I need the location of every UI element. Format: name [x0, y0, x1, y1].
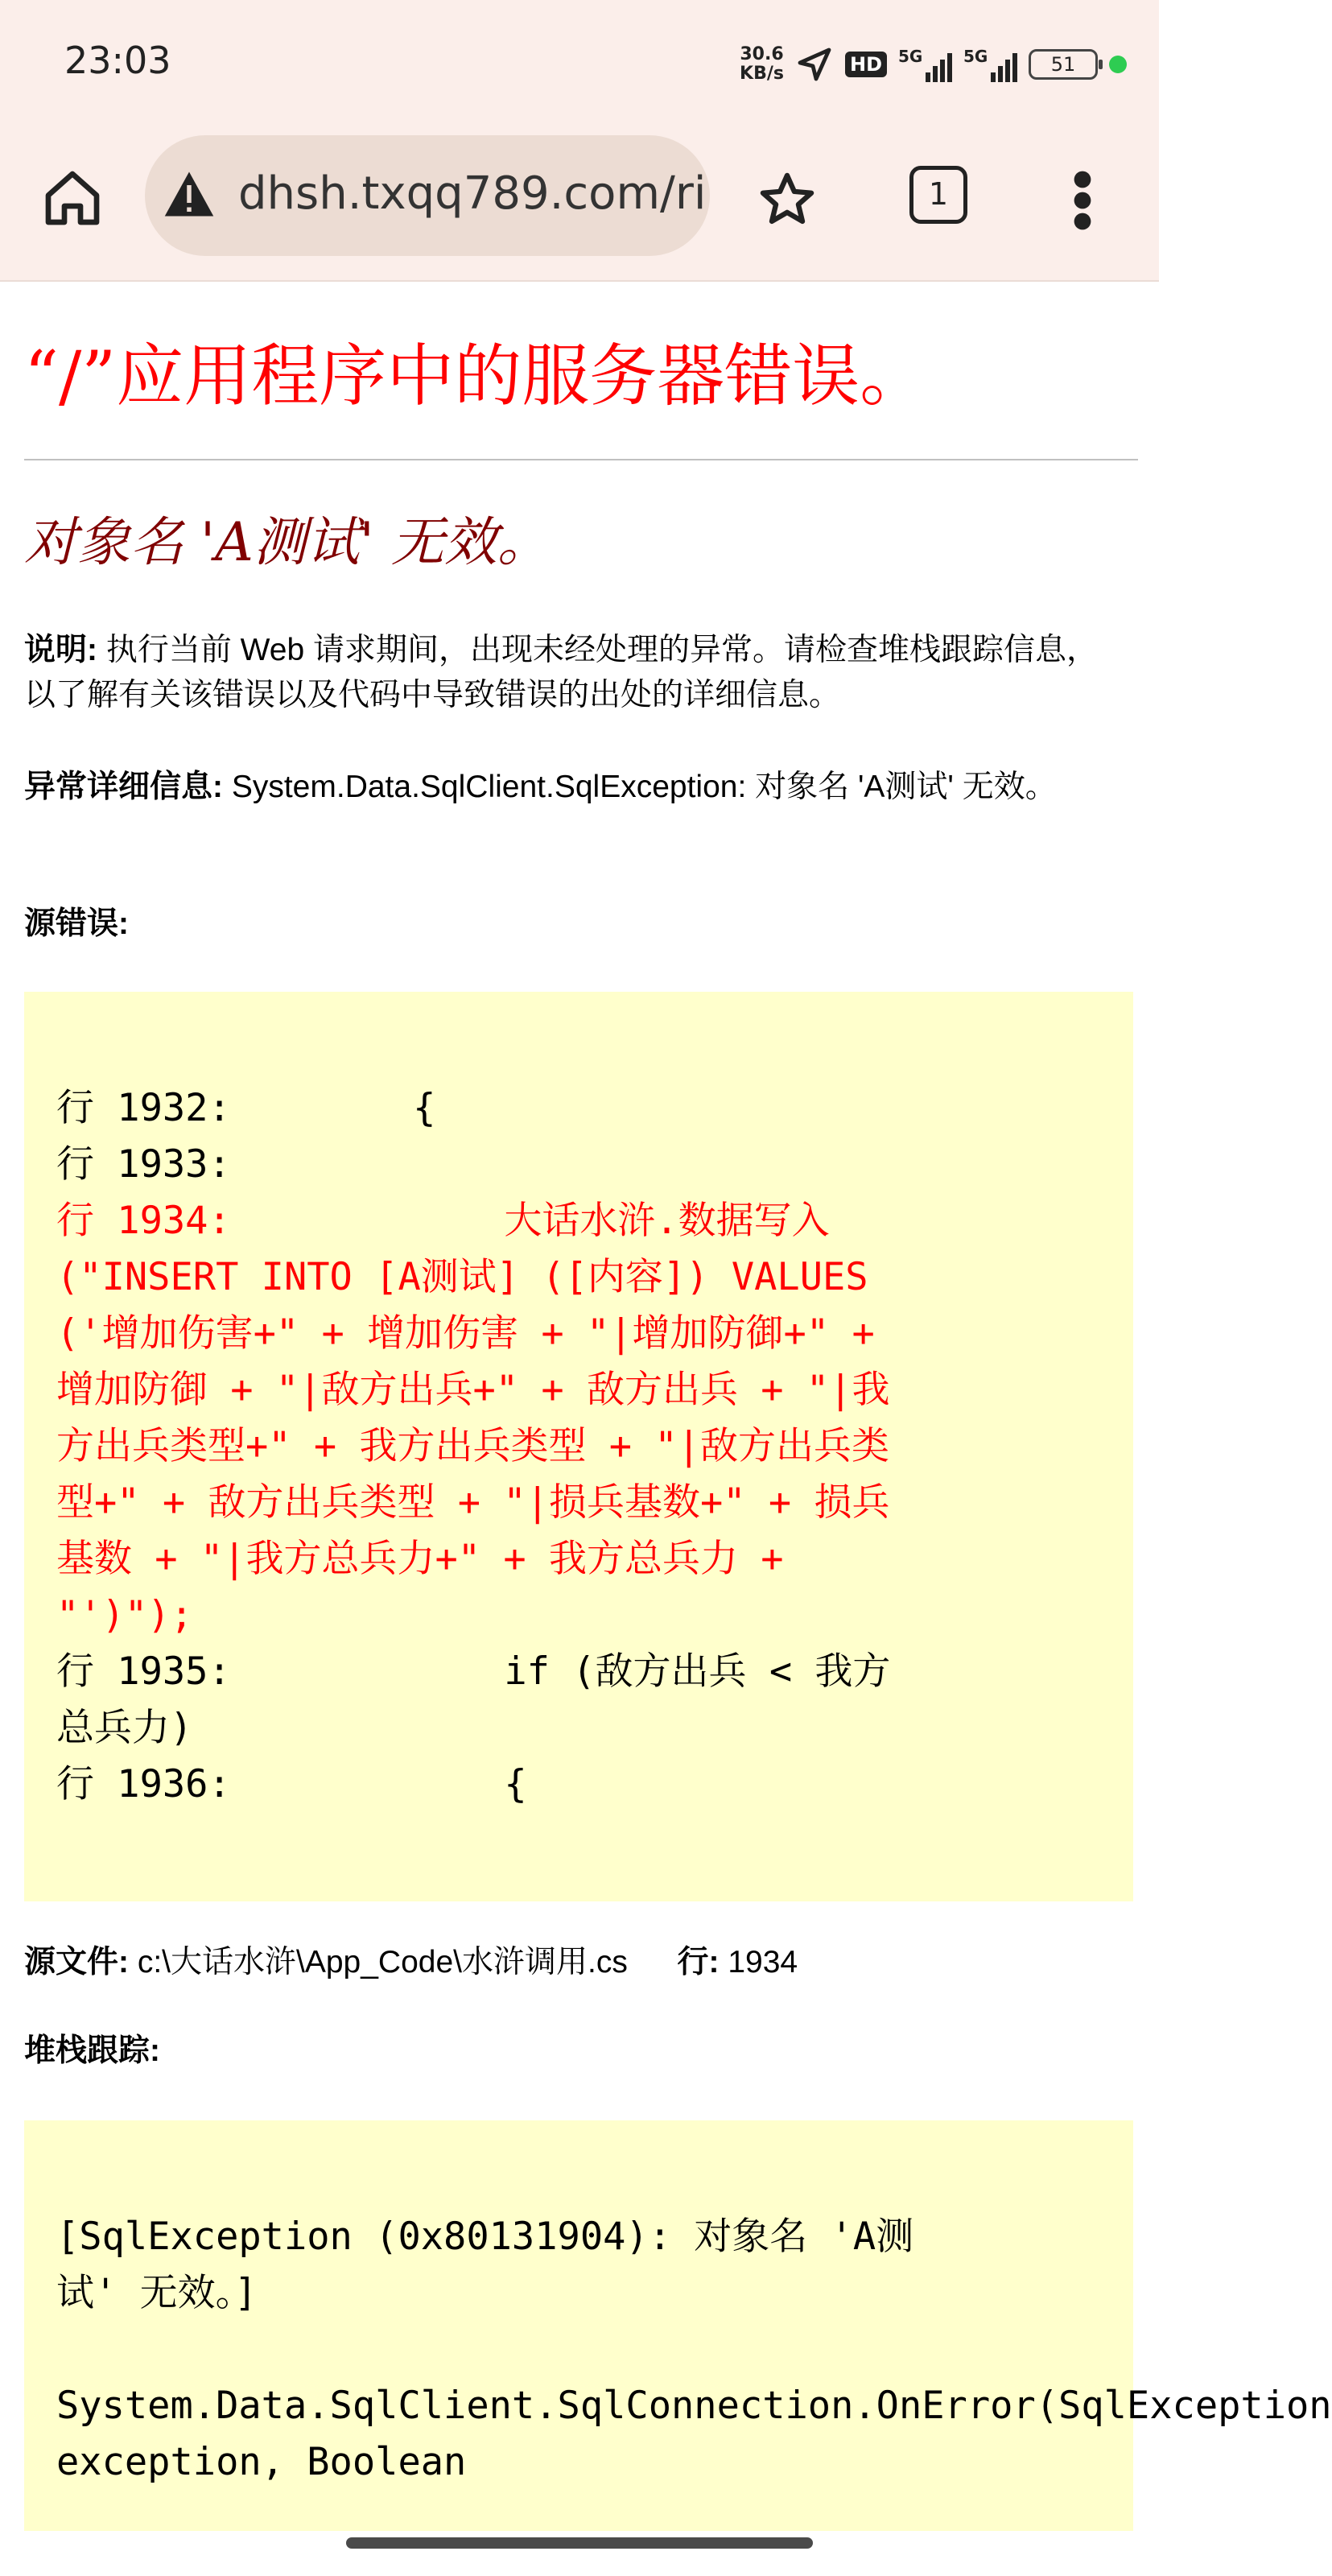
location-arrow-icon	[795, 45, 834, 84]
more-icon[interactable]	[1070, 169, 1095, 232]
divider	[24, 459, 1138, 460]
privacy-dot-icon	[1109, 56, 1127, 73]
source-file-value: c:\大话水浒\App_Code\水浒调用.cs	[129, 1945, 628, 1979]
code-line: 行 1935: if (敌方出兵 < 我方总兵力)	[56, 1649, 891, 1750]
warning-icon[interactable]	[163, 169, 216, 219]
code-line: 行 1933:	[56, 1142, 231, 1187]
exception-details	[24, 765, 1119, 810]
error-subtitle: 对象名 'A测试' 无效。	[24, 511, 551, 573]
status-bar	[0, 0, 1159, 129]
address-bar[interactable]	[145, 135, 710, 256]
home-icon[interactable]	[40, 166, 105, 230]
stack-line	[56, 2322, 926, 2378]
description-text: 执行当前 Web 请求期间，出现未经处理的异常。请检查堆栈跟踪信息，以了解有关该错误以及代码中导致错误的出处的详细信息。	[24, 633, 1098, 712]
stack-trace-heading: 堆栈跟踪:	[24, 2033, 160, 2068]
battery-icon: 51	[1029, 49, 1098, 80]
page-title: “/”应用程序中的服务器错误。	[24, 336, 928, 415]
stack-trace-block	[24, 2120, 1332, 2531]
hd-icon: HD	[845, 52, 887, 77]
gesture-bar[interactable]	[346, 2537, 813, 2549]
browser-toolbar	[0, 129, 1159, 282]
code-line: 行 1936: {	[56, 1762, 527, 1806]
exception-label: 异常详细信息:	[24, 770, 223, 804]
description	[24, 628, 1119, 718]
stack-line: System.Data.SqlClient.SqlConnection.OnError(SqlException exception, Boolean	[56, 2384, 1332, 2484]
signal-icon-2: 5G	[963, 47, 1017, 82]
signal-icon: 5G	[898, 47, 952, 82]
network-speed: 30.6 KB/s	[740, 44, 784, 84]
tabs-icon[interactable]: 1	[909, 166, 967, 224]
star-icon[interactable]	[757, 169, 818, 230]
line-value: 1934	[719, 1945, 798, 1979]
description-label: 说明:	[24, 633, 97, 667]
source-code-block	[24, 992, 1133, 1901]
url-text[interactable]: dhsh.txqq789.com/ri	[238, 167, 707, 220]
status-icons	[740, 32, 1127, 97]
code-line-error: 行 1934: 大话水浒.数据写入("INSERT INTO [A测试] ([内容]) VALUES ('增加伤害+" + 增加伤害 + "|增加防御+" + 增加防御 + "|敌方出兵+" + 敌方出兵 + "|我方出兵类型+" + 我方出兵类型 + "|敌方出兵类型+" + 敌方出兵类型 + "|损兵基数+" + 损兵基数 + "|我方总兵力+" + 我方总兵力 + "')");	[56, 1199, 898, 1637]
source-file-info	[24, 1940, 1119, 1985]
source-error-heading: 源错误:	[24, 906, 129, 941]
exception-text: System.Data.SqlClient.SqlException: 对象名 'A测试' 无效。	[223, 770, 1057, 804]
stack-line: [SqlException (0x80131904): 对象名 'A测试' 无效。]	[56, 2215, 914, 2315]
source-file-label: 源文件:	[24, 1945, 129, 1979]
clock: 23:03	[64, 39, 171, 82]
code-line: 行 1932: {	[56, 1086, 436, 1130]
line-label: 行:	[677, 1945, 720, 1979]
